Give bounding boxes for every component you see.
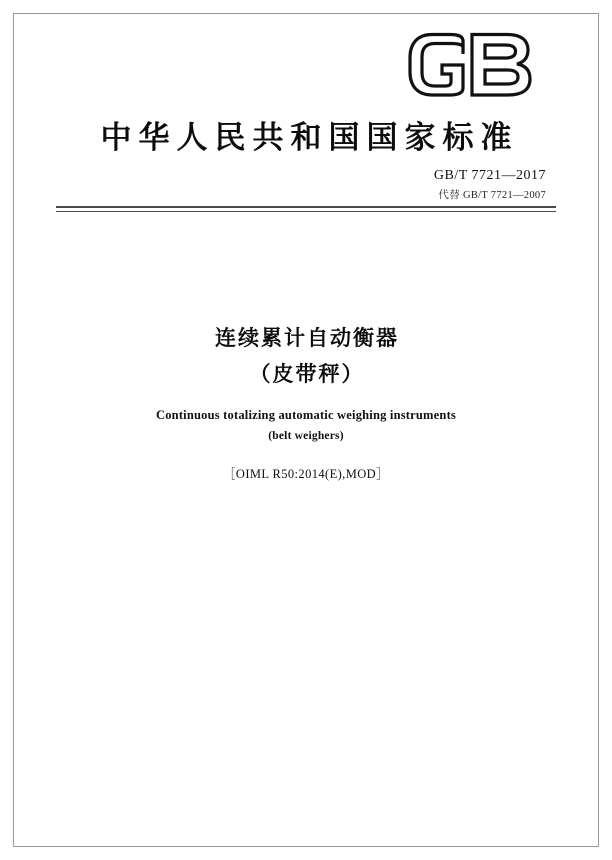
standard-replaces: 代替 GB/T 7721—2007 <box>438 190 546 201</box>
gb-logo-icon <box>406 32 538 98</box>
document-subtitle-cn: （皮带秤） <box>249 361 365 386</box>
page-title: 中华人民共和国国家标准 <box>100 120 519 156</box>
divider-bottom <box>56 211 556 212</box>
document-reference: ［OIML R50:2014(E),MOD］ <box>223 467 389 481</box>
page-content <box>56 0 556 860</box>
document-title-en: Continuous totalizing automatic weighing instruments <box>155 408 456 422</box>
standard-number-block <box>286 168 546 202</box>
document-subtitle-en: (belt weighers) <box>268 430 344 442</box>
standard-number: GB/T 7721—2017 <box>433 168 546 183</box>
divider-top <box>56 206 556 208</box>
document-title-cn: 连续累计自动衡器 <box>215 325 399 350</box>
